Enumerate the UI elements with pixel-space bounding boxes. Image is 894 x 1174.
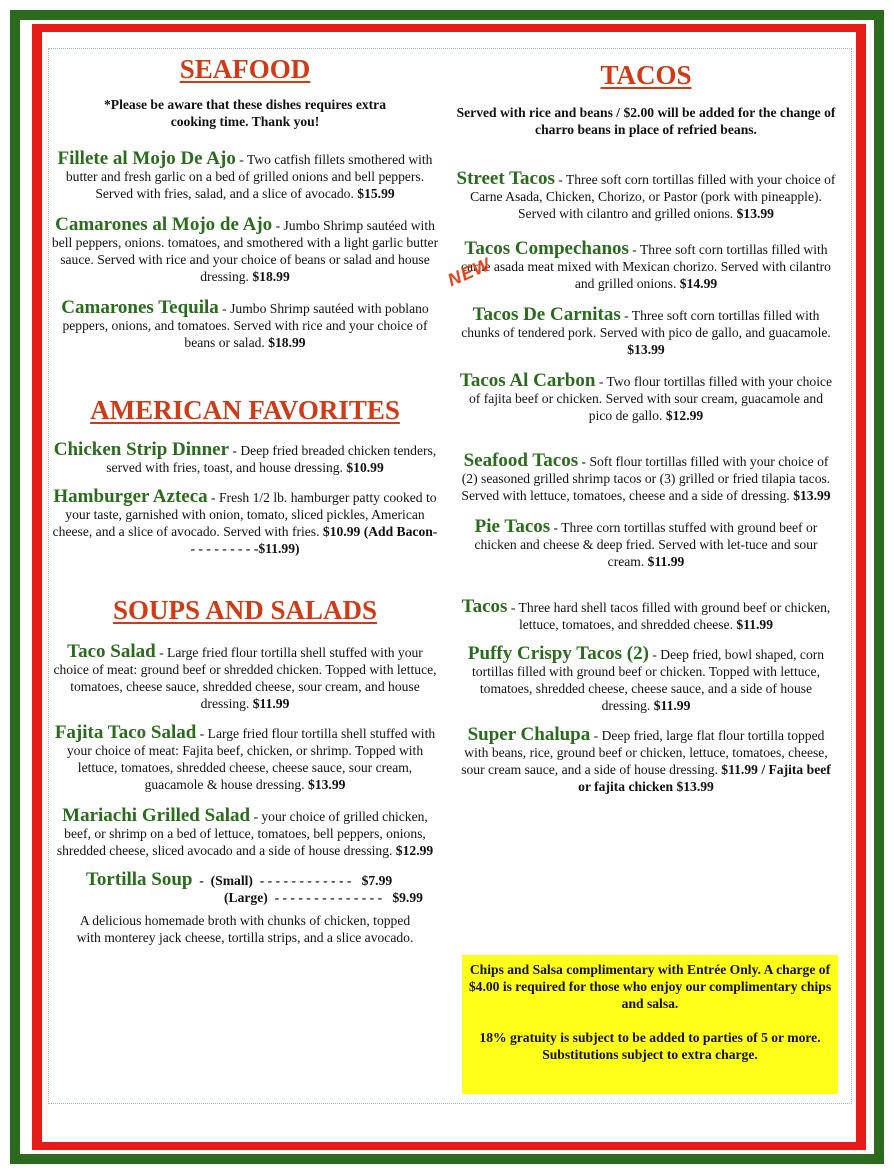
menu-item [50,299,440,351]
item-price: $13.99 [627,342,665,357]
left-column [50,52,440,946]
item-desc: - Jumbo Shrimp sautéed with bell peppers, onions. tomatoes, and smothered with a light garlic butter sauce. Served with rice and your choice of beans or salad and house dressing. [51,218,439,284]
menu-item [50,216,440,285]
menu-item [456,170,836,222]
item-desc: - your choice of grilled chicken, beef, or shrimp on a bed of lettuce, tomatoes, bell peppers, onions, shredded cheese, sliced avocado and a side of house dressing. [56,809,428,858]
item-desc: - Three soft corn tortillas filled with carne asada meat mixed with Mexican chorizo. Served with cilantro and grilled onions. [461,242,831,291]
tacos-note: Served with rice and beans / $2.00 will be added for the change of charro beans in place of refried beans. [456,105,836,137]
item-price: $13.99 [308,777,346,792]
item-price: $11.99 [653,698,691,713]
menu-item [50,643,440,712]
item-desc: - Deep fried, large flat flour tortilla topped with beans, rice, ground beef or chicken, lettuce, tomatoes, cheese, sour cream sauce, and a side of house dressing. [461,728,828,777]
item-price: $11.99 [252,696,290,711]
item-desc: - Two flour tortillas filled with your choice of fajita beef or chicken. Served with sour cream, guacamole and pico de gallo. [468,374,833,423]
item-price: $11.99 [736,617,774,632]
right-column [456,58,836,795]
soup-desc: A delicious homemade broth with chunks of chicken, topped with monterey jack cheese, tortilla strips, and a slice avocado. [76,913,414,945]
seafood-title: SEAFOOD [179,54,311,84]
menu-item [456,306,836,358]
menu-item [456,726,836,795]
menu-item [456,372,836,424]
item-name: Taco Salad [67,641,156,662]
item-name: Tacos De Carnitas [472,304,621,325]
menu-item [50,488,440,557]
item-name: Camarones al Mojo de Ajo [55,214,273,235]
american-title: AMERICAN FAVORITES [90,395,400,425]
item-price: $12.99 [395,843,434,858]
item-desc: - Three corn tortillas stuffed with ground beef or chicken and cheese & deep fried. Served with let-tuce and sour cream. [474,520,818,569]
item-price: $10.99 [346,460,384,475]
item-desc: - Jumbo Shrimp sautéed with poblano peppers, onions, and tomatoes. Served with rice and your choice of beans or salad. [62,301,429,350]
item-name: Puffy Crispy Tacos (2) [467,643,649,664]
item-desc: - Soft flour tortillas filled with your choice of (2) seasoned grilled shrimp tacos or (3) grilled or fried tilapia tacos. Served with lettuce, tomatoes, cheese and a side of dressing. [461,454,831,503]
item-desc: - Two catfish fillets smothered with butter and fresh garlic on a bed of grilled onions and bell peppers. Served with fries, salad, and a slice of avocado. [65,152,433,201]
item-name: Super Chalupa [467,724,591,745]
item-name: Hamburger Azteca [53,486,208,507]
item-name: Fajita Taco Salad [54,722,197,743]
item-price: $10.99 (Add Bacon- - - - - - - - - -$11.99) [190,524,438,556]
item-desc: - Deep fried breaded chicken tenders, served with fries, toast, and house dressing. [106,443,437,475]
gratuity-notice: 18% gratuity is subject to be added to parties of 5 or more. Substitutions subject to extra charge. [479,1030,821,1062]
item-desc: - Fresh 1/2 lb. hamburger patty cooked to your taste, garnished with onion, tomato, sliced pickles, American cheese, and a slice of avocado. Served with fries. [52,490,437,539]
item-name: Tacos Compechanos [464,238,629,259]
item-price: $15.99 [357,186,395,201]
item-price: $11.99 [647,554,685,569]
item-price: $18.99 [252,269,290,284]
item-name: Street Tacos [456,168,555,189]
new-badge: NEW [444,253,494,291]
item-desc: - Large fried flour tortilla shell stuffed with your choice of meat: ground beef or shredded chicken. Topped with lettuce, tomatoes, cheese sauce, shredded cheese, sour cream, and house dressing. [53,645,437,711]
soup-large-price: (Large) - - - - - - - - - - - - - - $9.99 [224,890,423,905]
tacos-title: TACOS [600,60,692,90]
item-price: $14.99 [679,276,718,291]
item-name: Mariachi Grilled Salad [62,805,251,826]
item-price: $11.99 / Fajita beef or fajita chicken $13.99 [578,762,831,794]
item-name: Tortilla Soup [86,869,193,890]
menu-item [456,240,836,292]
item-name: Chicken Strip Dinner [53,439,230,460]
menu-item [456,645,836,714]
item-name: Pie Tacos [474,516,551,537]
item-price: $13.99 [736,206,774,221]
menu-item [50,441,440,476]
menu-item [50,807,440,859]
soups-title: SOUPS AND SALADS [112,595,378,625]
item-desc: - Deep fried, bowl shaped, corn tortillas filled with ground beef or chicken. Topped with lettuce, tomatoes, shredded cheese, cheese sauce, and a side of house dressing. [472,647,825,713]
soup-small-price: - (Small) - - - - - - - - - - - - $7.99 [192,873,393,888]
item-name: Tacos [461,596,508,617]
chips-notice: Chips and Salsa complimentary with Entrée Only. A charge of $4.00 is required for those who enjoy our complimentary chips and salsa. [468,962,832,1011]
soup-item [50,871,440,906]
item-price: $13.99 [793,488,831,503]
policy-notice [462,955,838,1094]
menu-item [50,724,440,793]
item-desc: - Large fried flour tortilla shell stuffed with your choice of meat: Fajita beef, chicken, or shrimp. Topped with lettuce, tomatoes, shredded cheese, cheese sauce, sour cream, guacamole & house dressing. [66,726,436,792]
item-name: Camarones Tequila [61,297,219,318]
menu-item [456,518,836,570]
item-name: Seafood Tacos [463,450,579,471]
menu-item [456,452,836,504]
item-price: $18.99 [268,335,306,350]
item-price: $12.99 [665,408,704,423]
item-name: Fillete al Mojo De Ajo [57,148,236,169]
menu-item [456,598,836,633]
item-name: Tacos Al Carbon [459,370,596,391]
item-desc: - Three soft corn tortillas filled with your choice of Carne Asada, Chicken, Chorizo, or Pastor (pork with pineapple). Served with cilantro and grilled onions. [470,172,836,221]
menu-item [50,150,440,202]
seafood-note: *Please be aware that these dishes requires extra cooking time. Thank you! [103,97,387,129]
item-desc: - Three hard shell tacos filled with ground beef or chicken, lettuce, tomatoes, and shredded cheese. [507,600,831,632]
item-desc: - Three soft corn tortillas filled with chunks of tendered pork. Served with pico de gallo, and guacamole. [461,308,831,340]
